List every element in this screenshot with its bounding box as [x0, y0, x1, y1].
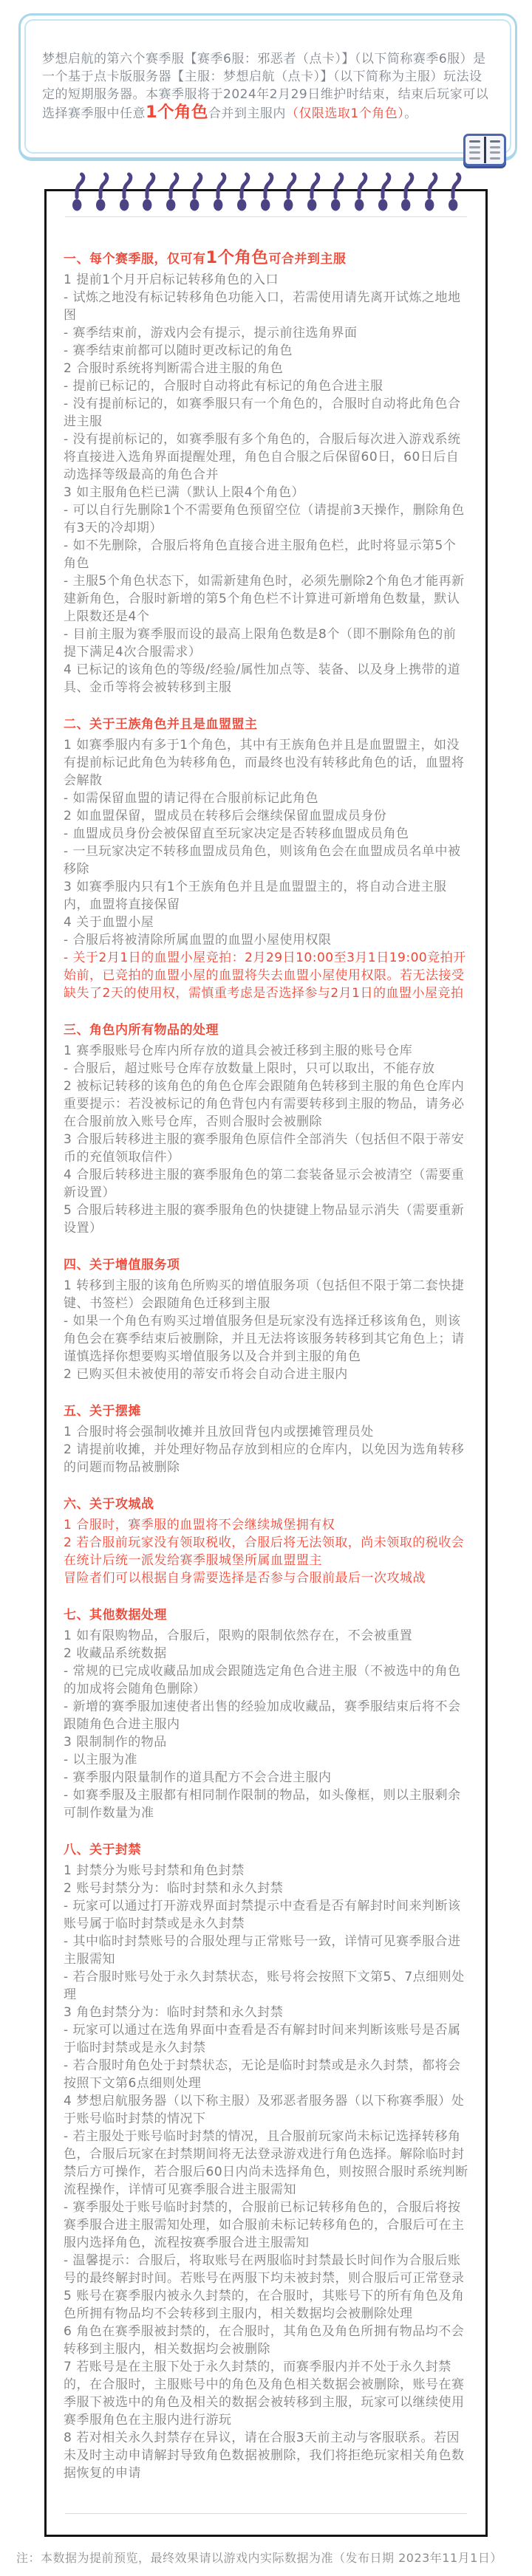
- text-line: 4 关于血盟小屋: [64, 915, 154, 930]
- text-line: 5 合服后转移进主服的赛季服角色的快捷键上物品显示消失（需要重新设置）: [64, 1203, 465, 1236]
- text-line: 2 已购买但未被使用的蒂安币将会自动合进主服内: [64, 1367, 348, 1382]
- intro-card: [18, 13, 517, 161]
- text-line: - 主服5个角色状态下，如需新建角色时，必须先删除2个角色才能再新建新角色，合服时新增的第5个角色栏不计算进可新增角色数量，默认上限数还是4个: [64, 574, 465, 624]
- binder-ring-icon: [352, 171, 368, 213]
- binder-ring-icon: [259, 171, 274, 213]
- text-run: 六、关于攻城战: [64, 1497, 154, 1512]
- footer-note: 注：本数据为提前预览，最终效果请以游戏内实际数据为准（发布日期 2023年11月1日）: [16, 2551, 502, 2565]
- text-run: 1个角色: [146, 103, 208, 122]
- text-run: 四、关于增值服务项: [64, 1258, 180, 1272]
- text-line: 2 请提前收摊，并处理好物品存放到相应的仓库内，以免因为选角转移的问题而物品被删除: [64, 1442, 465, 1475]
- text-line: - 以主服为准: [64, 1753, 138, 1767]
- text-line: - 常规的已完成收藏品加成会跟随选定角色合进主服（不被选中的角色的加成将会随角色删除）: [64, 1664, 461, 1696]
- text-line: 5 账号在赛季服内被永久封禁的，在合服时，其账号下的所有角色及角色所拥有物品均不会转移到主服内，相关数据均会被删除处理: [64, 2289, 465, 2321]
- text-line: 4 合服后转移进主服的赛季服角色的第二套装备显示会被清空（需要重新设置）: [64, 1168, 465, 1200]
- section-8: [64, 1840, 468, 2482]
- text-line: 1 如赛季服内有多于1个角色，其中有王族角色并且是血盟盟主，如没有提前标记此角色为转移角色，而最终也没有转移此角色的话，血盟将会解散: [64, 738, 465, 788]
- binder-ring-icon: [188, 171, 203, 213]
- text-line: 冒险者们可以根据自身需要选择是否参与合服前最后一次攻城战: [64, 1571, 426, 1586]
- text-run: 三、角色内所有物品的处理: [64, 1023, 219, 1038]
- text-line: 1 如有限购物品，合服后，限购的限制依然存在，不会被重置: [64, 1628, 413, 1643]
- text-line: - 血盟成员身份会被保留直至玩家决定是否转移血盟成员角色: [64, 826, 409, 841]
- text-line: - 赛季结束前，游戏内会有提示，提示前往选角界面: [64, 326, 358, 340]
- section-2: [64, 715, 468, 1002]
- text-line: 1 合服时，赛季服的血盟将不会继续城堡拥有权: [64, 1518, 335, 1532]
- text-line: - 如需保留血盟的请记得在合服前标记此角色: [64, 791, 319, 806]
- spiral-binding: [70, 171, 462, 213]
- text-line: - 如不先删除，合服后将角色直接合进主服角色栏，此时将显示第5个角色: [64, 538, 457, 571]
- text-line: - 玩家可以通过打开游戏界面封禁提示中查看是否有解封时间来判断该账号属于临时封禁或是永久封禁: [64, 1899, 461, 1931]
- text-run: 梦想启航的第六个赛季服【赛季6服：邪恶者（点卡）】（以下简称赛季6服）是一个基于点卡版服务器【主服：梦想启航（点卡）】（以下简称为主服）玩法设定的短期服务器。本赛季服将于2024年2月29日维护时结束，结束后玩家可以选择赛季服中任意: [42, 52, 489, 121]
- text-run: 五、关于摆摊: [64, 1404, 141, 1419]
- text-line: 重要提示：若没被标记的角色背包内有需要转移到主服的物品，请务必在合服前放入账号仓库，否则合服时会被删除: [64, 1097, 465, 1129]
- text-run: （仅限选取1个角色）: [285, 106, 405, 121]
- open-book-icon: [463, 134, 506, 166]
- text-line: 4 已标记的该角色的等级/经验/属性加点等、装备、以及身上携带的道具、金币等将会被转移到主服: [64, 662, 461, 695]
- text-line: 1 赛季服账号仓库内所存放的道具会被迁移到主服的账号仓库: [64, 1044, 413, 1058]
- text-line: - 没有提前标记的，如赛季服只有一个角色的，合服时自动将此角色合进主服: [64, 397, 461, 429]
- section-7: [64, 1606, 468, 1822]
- text-line: - 赛季服处于账号临时封禁的，合服前已标记转移角色的，合服后将按赛季服合进主服需知处理，如合服前未标记转移角色的，合服后可在主服内选择角色，流程按赛季服合进主服需知: [64, 2200, 465, 2250]
- text-line: 2 若合服前玩家没有领取税收，合服后将无法领取，尚未领取的税收会在统计后统一派发给赛季服城堡所属血盟盟主: [64, 1535, 465, 1568]
- text-line: 1 提前1个月开启标记转移角色的入口: [64, 273, 279, 287]
- binder-ring-icon: [282, 171, 297, 213]
- section-title: [64, 1606, 468, 1625]
- text-run: 八、关于封禁: [64, 1843, 141, 1857]
- section-6: [64, 1495, 468, 1587]
- binder-ring-icon: [117, 171, 133, 213]
- text-line: - 若主服处于账号临时封禁的情况，且合服前玩家尚未标记选择转移角色，合服后玩家在封禁期间将无法登录游戏进行角色选择。解除临时封禁后方可操作，若合服后60日内尚未选择角色，则按照合服时系统判断流程操作，详情可见赛季服合进主服需知: [64, 2129, 468, 2197]
- text-line: - 关于2月1日的血盟小屋竞拍：2月29日10:00至3月1日19:00竞拍开始前，已竞拍的血盟小屋的血盟将失去血盟小屋使用权限。若无法接受缺失了2天的使用权，需慎重考虑是否选择参与2月1日的血盟小屋竞拍: [64, 950, 466, 1001]
- text-line: - 试炼之地没有标记转移角色功能入口，若需使用请先离开试炼之地地图: [64, 290, 461, 323]
- text-line: - 新增的赛季服加速使者出售的经验加成收藏品，赛季服结束后将不会跟随角色合进主服内: [64, 1699, 461, 1732]
- section-3: [64, 1021, 468, 1237]
- text-line: - 赛季结束前都可以随时更改标记的角色: [64, 343, 293, 358]
- sections-container: [64, 248, 468, 2482]
- text-run: 可合并到主服: [268, 252, 347, 267]
- binder-ring-icon: [305, 171, 321, 213]
- text-line: - 合服后将被清除所属血盟的血盟小屋使用权限: [64, 933, 332, 948]
- text-run: 。: [404, 106, 417, 121]
- text-line: 2 被标记转移的该角色的角色仓库会跟随角色转移到主服的角色仓库内: [64, 1079, 465, 1094]
- text-line: - 如果一个角色有购买过增值服务但是玩家没有选择迁移该角色，则该角色会在赛季结束后被删除，并且无法将该服务转移到其它角色上；请谨慎选择你想要购买增值服务以及合并到主服的角色: [64, 1314, 465, 1364]
- binder-ring-icon: [423, 171, 438, 213]
- top-divider: [65, 216, 467, 217]
- section-title: [64, 1495, 468, 1514]
- section-1: [64, 248, 468, 696]
- text-line: 4 梦想启航服务器（以下称主服）及邪恶者服务器（以下称赛季服）处于账号临时封禁的情况下: [64, 2094, 465, 2126]
- section-5: [64, 1402, 468, 1476]
- binder-ring-icon: [376, 171, 392, 213]
- section-4: [64, 1256, 468, 1383]
- text-line: 1 转移到主服的该角色所购买的增值服务项（包括但不限于第二套快捷键、书签栏）会跟随角色迁移到主服: [64, 1278, 465, 1311]
- binder-ring-icon: [399, 171, 415, 213]
- text-line: - 其中临时封禁账号的合服处理与正常账号一致，详情可见赛季服合进主服需知: [64, 1934, 461, 1967]
- text-run: 1个角色: [205, 248, 269, 267]
- text-line: 3 合服后转移进主服的赛季服角色原信件全部消失（包括但不限于蒂安币的充值领取信件）: [64, 1132, 465, 1165]
- text-line: 3 如赛季服内只有1个王族角色并且是血盟盟主的，将自动合进主服内，血盟将直接保留: [64, 880, 447, 912]
- text-line: 2 收藏品系统数据: [64, 1646, 167, 1661]
- text-line: - 没有提前标记的，如赛季服有多个角色的，合服后每次进入游戏系统将直接进入选角界面提醒处理，角色自合服之后保留60日，60日后自动选择等级最高的角色合并: [64, 432, 461, 482]
- text-line: 1 封禁分为账号封禁和角色封禁: [64, 1863, 245, 1878]
- text-line: 8 若对相关永久封禁存在异议，请在合服3天前主动与客服联系。若因未及时主动申请解封导致角色数据被删除，我们将拒绝玩家相关角色数据恢复的申请: [64, 2431, 465, 2481]
- text-run: 一、每个赛季服，仅可有: [64, 252, 206, 267]
- intro-card-inner: [24, 19, 511, 154]
- binder-ring-icon: [446, 171, 462, 213]
- text-line: - 温馨提示：合服后，将取账号在两服临时封禁最长时间作为合服后账号的最终解封时间。若账号在两服下均未被封禁，则合服后可正常登录: [64, 2253, 465, 2286]
- text-line: - 合服后，超过账号仓库存放数量上限时，只可以取出，不能存放: [64, 1061, 435, 1076]
- text-line: 1 合服时将会强制收摊并且放回背包内或摆摊管理员处: [64, 1425, 374, 1439]
- binder-ring-icon: [140, 171, 156, 213]
- binder-ring-icon: [164, 171, 180, 213]
- text-line: - 提前已标记的，合服时自动将此有标记的角色合进主服: [64, 379, 383, 394]
- text-line: - 目前主服为赛季服而设的最高上限角色数是8个（即不删除角色的前提下满足4次合服需求）: [64, 627, 457, 660]
- text-line: 3 角色封禁分为：临时封禁和永久封禁: [64, 2005, 284, 2020]
- text-line: - 若合服时角色处于封禁状态，无论是临时封禁或是永久封禁，都将会按照下文第6点细则处理: [64, 2058, 461, 2091]
- binder-ring-icon: [94, 171, 109, 213]
- text-line: - 一旦玩家决定不转移血盟成员角色，则该角色会在血盟成员名单中被移除: [64, 844, 461, 877]
- binder-ring-icon: [211, 171, 227, 213]
- book-left-page: [466, 136, 484, 164]
- text-run: 二、关于王族角色并且是血盟盟主: [64, 717, 258, 732]
- text-line: 2 账号封禁分为：临时封禁和永久封禁: [64, 1881, 284, 1896]
- text-line: 7 若账号是在主服下处于永久封禁的，而赛季服内并不处于永久封禁的，在合服时，主服账号中的角色及角色相关数据会被删除，账号在赛季服下被选中的角色及相关的数据会被转移到主服，玩家可以继续使用赛季服角色在主服内进行游玩: [64, 2360, 465, 2428]
- text-run: 七、其他数据处理: [64, 1608, 167, 1623]
- text-line: 6 角色在赛季服被封禁的，在合服时，其角色及角色所拥有物品均不会转移到主服内，相关数据均会被删除: [64, 2324, 465, 2357]
- text-line: - 若合服时账号处于永久封禁状态，账号将会按照下文第5、7点细则处理: [64, 1970, 465, 2002]
- binder-ring-icon: [70, 171, 86, 213]
- text-line: - 可以自行先删除1个不需要角色预留空位（请提前3天操作，删除角色有3天的冷却期）: [64, 503, 465, 535]
- text-line: 3 限制制作的物品: [64, 1735, 167, 1750]
- text-line: - 赛季服内限量制作的道具配方不会合进主服内: [64, 1770, 332, 1785]
- notebook-panel: [44, 189, 488, 2537]
- text-line: 2 如血盟保留，盟成员在转移后会继续保留血盟成员身份: [64, 809, 387, 823]
- text-line: - 如赛季服及主服都有相同制作限制的物品，如头像框，则以主服剩余可制作数量为准: [64, 1788, 461, 1820]
- section-title: [64, 715, 468, 734]
- section-title: [64, 1256, 468, 1275]
- text-run: 合并到主服内: [208, 106, 286, 121]
- section-title: [64, 1021, 468, 1040]
- section-title: [64, 1840, 468, 1860]
- text-line: 3 如主服角色栏已满（默认上限4个角色）: [64, 485, 305, 500]
- text-line: 2 合服时系统将判断需合进主服的角色: [64, 361, 284, 376]
- bottom-divider: [65, 2513, 467, 2514]
- binder-ring-icon: [329, 171, 344, 213]
- text-line: - 玩家可以通过在选角界面中查看是否有解封时间来判断该账号是否属于临时封禁或是永久封禁: [64, 2023, 461, 2055]
- section-title: [64, 248, 468, 269]
- book-right-page: [486, 136, 505, 164]
- section-title: [64, 1402, 468, 1421]
- intro-text: [42, 50, 494, 123]
- binder-ring-icon: [235, 171, 250, 213]
